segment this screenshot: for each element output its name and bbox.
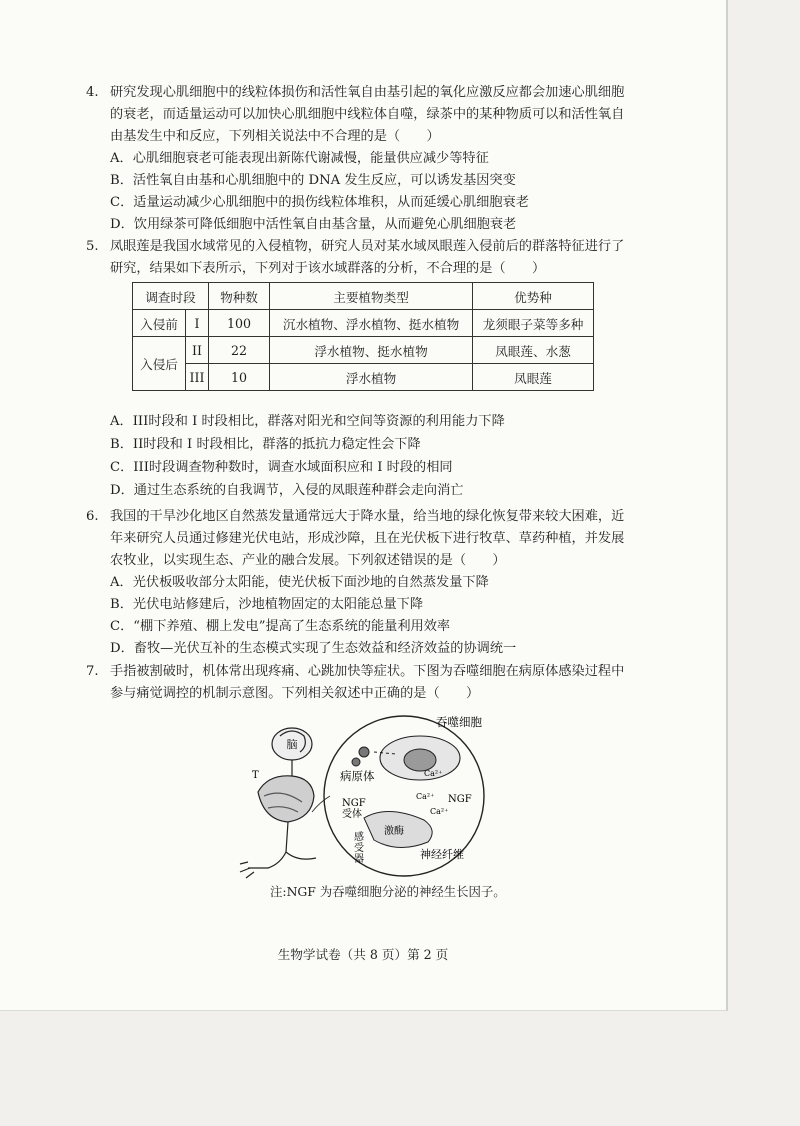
phagocyte-cell-icon <box>380 736 460 780</box>
table-cell: 100 <box>209 310 270 337</box>
table-cell: 10 <box>209 364 270 391</box>
option-a: A．心肌细胞衰老可能表现出新陈代谢减慢，能量供应减少等特征 <box>110 151 489 166</box>
table-cell: 沉水植物、浮水植物、挺水植物 <box>270 310 473 337</box>
option-c: C．III时段调查物种数时，调查水域面积应和 I 时段的相同 <box>110 460 453 475</box>
brain-label: 脑 <box>286 738 298 751</box>
table-cell: 22 <box>209 337 270 364</box>
table-row <box>133 310 594 337</box>
table-cell: 入侵前 <box>133 310 186 337</box>
ca-label: Ca²⁺ <box>430 807 449 816</box>
pathogen-icon <box>352 747 369 766</box>
option-d: D．畜牧—光伏互补的生态模式实现了生态效益和经济效益的协调统一 <box>110 641 517 656</box>
question-4 <box>86 82 626 236</box>
table-row <box>133 364 594 391</box>
page-footer: 生物学试卷（共 8 页）第 2 页 <box>277 947 449 962</box>
table-cell: 浮水植物、挺水植物 <box>270 337 473 364</box>
survey-table <box>132 282 594 391</box>
ca-label: Ca²⁺ <box>424 769 443 778</box>
option-b: B．活性氧自由基和心肌细胞中的 DNA 发生反应，可以诱发基因突变 <box>110 173 516 188</box>
option-a: A．III时段和 I 时段相比，群落对阳光和空间等资源的利用能力下降 <box>110 414 505 429</box>
ngf-receptor-label: NGF 受体 <box>342 798 366 820</box>
pathogen-label: 病原体 <box>340 769 375 783</box>
question-stem: 凤眼莲是我国水域常见的入侵植物，研究人员对某水域凤眼莲入侵前后的群落特征进行了研究，结果如下表所示，下列对于该水域群落的分析，不合理的是（ ） <box>110 239 625 276</box>
ca-label: Ca²⁺ <box>416 792 435 801</box>
question-7 <box>86 661 626 705</box>
table-cell: 龙须眼子菜等多种 <box>473 310 594 337</box>
option-b: B．II时段和 I 时段相比，群落的抵抗力稳定性会下降 <box>110 437 421 452</box>
table-row <box>133 337 594 364</box>
t-label: T <box>252 770 259 781</box>
question-number: 7. <box>86 664 99 679</box>
question-6 <box>86 506 626 660</box>
table-cell: I <box>186 310 209 337</box>
callout-line <box>312 796 330 812</box>
option-a: A．光伏板吸收部分太阳能，使光伏板下面沙地的自然蒸发量下降 <box>110 575 489 590</box>
question-5-options <box>86 410 646 502</box>
table-cell: II <box>186 337 209 364</box>
table-header: 调查时段 <box>133 283 209 310</box>
question-stem: 我国的干旱沙化地区自然蒸发量通常远大于降水量，给当地的绿化恢复带来较大困难，近年来研究人员通过修建光伏电站，形成沙障，且在光伏板下进行牧草、草药种植，并发展农牧业，以实现生态、产业的融合发展。下列叙述错误的是（ ） <box>110 509 625 568</box>
table-header: 优势种 <box>473 283 594 310</box>
option-b: B．光伏电站修建后，沙地植物固定的太阳能总量下降 <box>110 597 424 612</box>
human-figure-icon <box>240 728 316 878</box>
option-d: D．通过生态系统的自我调节，入侵的凤眼莲种群会走向消亡 <box>110 483 464 498</box>
question-number: 4. <box>86 85 99 100</box>
question-5 <box>86 236 626 280</box>
question-number: 5. <box>86 239 99 254</box>
question-number: 6. <box>86 509 99 524</box>
phagocyte-label: 吞噬细胞 <box>436 715 482 729</box>
pain-mechanism-diagram <box>228 712 518 880</box>
table-cell: III <box>186 364 209 391</box>
option-c: C．“棚下养殖、棚上发电”提高了生态系统的能量利用效率 <box>110 619 451 634</box>
table-cell: 浮水植物 <box>270 364 473 391</box>
ngf-label: NGF <box>448 794 472 805</box>
table-header: 主要植物类型 <box>270 283 473 310</box>
table-cell: 凤眼莲、水葱 <box>473 337 594 364</box>
receptor-label: 感受器 <box>354 832 364 865</box>
figure-note: 注:NGF 为吞噬细胞分泌的神经生长因子。 <box>270 884 506 899</box>
table-cell: 凤眼莲 <box>473 364 594 391</box>
question-stem: 研究发现心肌细胞中的线粒体损伤和活性氧自由基引起的氧化应激反应都会加速心肌细胞的衰老，而适量运动可以加快心肌细胞中线粒体自噬，绿茶中的某种物质可以和活性氧自由基发生中和反应，下列相关说法中不合理的是（ ） <box>110 85 625 144</box>
table-cell: 入侵后 <box>133 337 186 391</box>
option-c: C．适量运动减少心肌细胞中的损伤线粒体堆积，从而延缓心肌细胞衰老 <box>110 195 529 210</box>
nerve-fiber-label: 神经纤维 <box>420 848 464 861</box>
table-header: 物种数 <box>209 283 270 310</box>
option-d: D．饮用绿茶可降低细胞中活性氧自由基含量，从而避免心肌细胞衰老 <box>110 217 517 232</box>
question-stem: 手指被割破时，机体常出现疼痛、心跳加快等症状。下图为吞噬细胞在病原体感染过程中参与痛觉调控的机制示意图。下列相关叙述中正确的是（ ） <box>110 664 625 701</box>
kinase-label: 激酶 <box>384 826 404 837</box>
table-header-row <box>133 283 594 310</box>
